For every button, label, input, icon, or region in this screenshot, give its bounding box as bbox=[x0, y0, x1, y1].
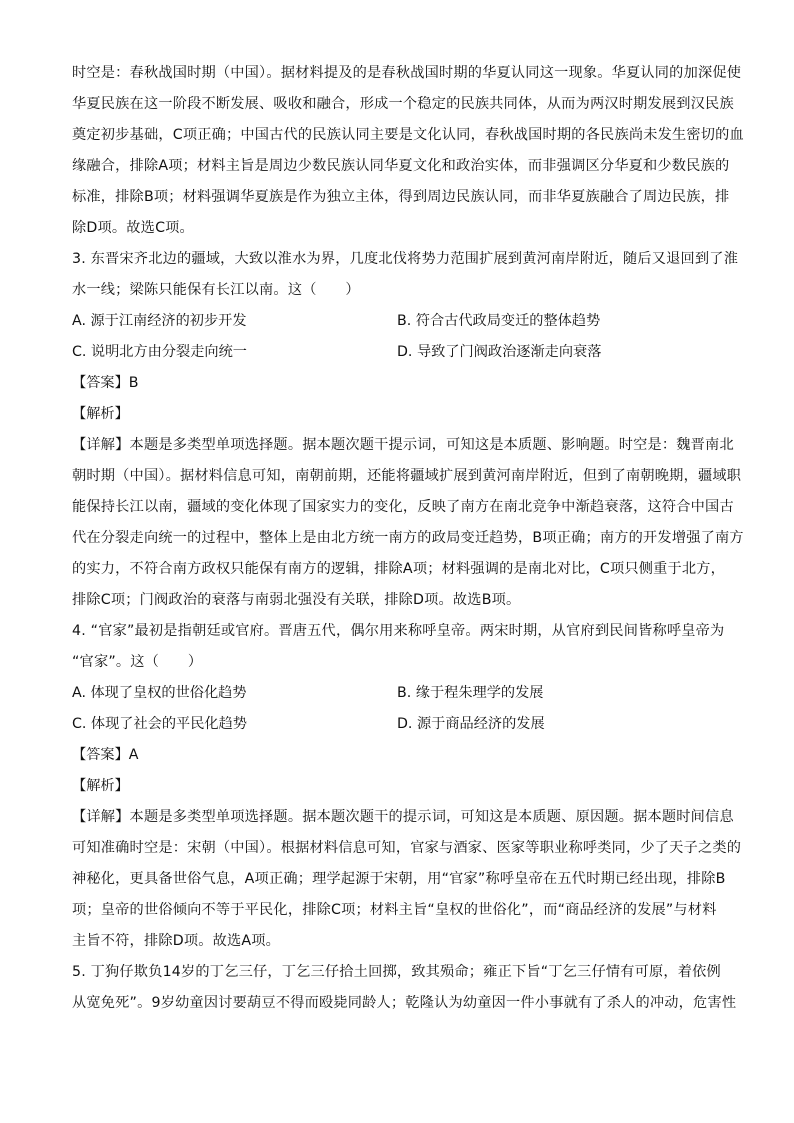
analysis-label: 【解析】 bbox=[72, 778, 129, 794]
detail-line: 能保持长江以南，疆域的变化体现了国家实力的变化，反映了南方在南北竞争中渐趋衰落，这符合中国古 bbox=[72, 499, 734, 515]
option-c: C. 体现了社会的平民化趋势 bbox=[72, 716, 247, 732]
option-c: C. 说明北方由分裂走向统一 bbox=[72, 344, 247, 360]
option-b: B. 符合古代政局变迁的整体趋势 bbox=[397, 313, 601, 329]
options-row bbox=[72, 678, 724, 709]
detail-line: 【详解】本题是多类型单项选择题。据本题次题干提示词，可知这是本质题、影响题。时空是：魏晋南北 bbox=[72, 437, 734, 453]
analysis-label: 【解析】 bbox=[72, 406, 129, 422]
question-stem: 从宽免死”。9岁幼童因讨要葫豆不得而殴毙同龄人；乾隆认为幼童因一件小事就有了杀人的冲动，危害性 bbox=[72, 995, 737, 1011]
answer-label: 【答案】B bbox=[72, 375, 139, 391]
detail-line: 排除C项；门阀政治的衰落与南弱北强没有关联，排除D项。故选B项。 bbox=[72, 592, 521, 608]
option-d: D. 导致了门阀政治逐渐走向衰落 bbox=[397, 344, 602, 360]
text-line: 标准，排除B项；材料强调华夏族是作为独立主体，得到周边民族认同，而非华夏族融合了周边民族，排 bbox=[72, 189, 730, 205]
document-page bbox=[72, 58, 744, 1019]
option-d: D. 源于商品经济的发展 bbox=[397, 716, 545, 732]
detail-line: 主旨不符，排除D项。故选A项。 bbox=[72, 933, 281, 949]
options-row bbox=[72, 306, 724, 337]
question-2-analysis-tail bbox=[72, 58, 744, 244]
options-row bbox=[72, 709, 724, 740]
text-line: 华夏民族在这一阶段不断发展、吸收和融合，形成一个稳定的民族共同体，从而为两汉时期发展到汉民族 bbox=[72, 96, 734, 112]
question-3 bbox=[72, 244, 744, 616]
detail-line: 的实力，不符合南方政权只能保有南方的逻辑，排除A项；材料强调的是南北对比，C项只侧重于北方， bbox=[72, 561, 726, 577]
answer-label: 【答案】A bbox=[72, 747, 139, 763]
option-a: A. 源于江南经济的初步开发 bbox=[72, 313, 247, 329]
detail-line: 神秘化，更具备世俗气息，A项正确；理学起源于宋朝，用“官家”称呼皇帝在五代时期已经出现，排除B bbox=[72, 871, 726, 887]
detail-line: 项；皇帝的世俗倾向不等于平民化，排除C项；材料主旨“皇权的世俗化”，而“商品经济的发展”与材料 bbox=[72, 902, 717, 918]
question-4 bbox=[72, 616, 742, 957]
detail-line: 可知准确时空是：宋朝（中国）。根据材料信息可知，官家与酒家、医家等职业称呼类同，少了天子之类的 bbox=[72, 840, 742, 856]
question-stem: 3. 东晋宋齐北边的疆域，大致以淮水为界，几度北伐将势力范围扩展到黄河南岸附近，随后又退回到了淮 bbox=[72, 251, 739, 267]
text-line: 缘融合，排除A项；材料主旨是周边少数民族认同华夏文化和政治实体，而非强调区分华夏和少数民族的 bbox=[72, 158, 730, 174]
question-stem: 4. “官家”最初是指朝廷或官府。晋唐五代，偶尔用来称呼皇帝。两宋时期，从官府到民间皆称呼皇帝为 bbox=[72, 623, 725, 639]
detail-line: 代在分裂走向统一的过程中，整体上是由北方统一南方的政局变迁趋势，B项正确；南方的开发增强了南方 bbox=[72, 530, 744, 546]
detail-line: 【详解】本题是多类型单项选择题。据本题次题干的提示词，可知这是本质题、原因题。据本题时间信息 bbox=[72, 809, 734, 825]
question-5 bbox=[72, 957, 737, 1019]
option-a: A. 体现了皇权的世俗化趋势 bbox=[72, 685, 247, 701]
question-stem: 水一线；梁陈只能保有长江以南。这（ ） bbox=[72, 282, 360, 298]
detail-line: 朝时期（中国）。据材料信息可知，南朝前期，还能将疆域扩展到黄河南岸附近，但到了南朝晚期，疆域职 bbox=[72, 468, 742, 484]
options-row bbox=[72, 337, 724, 368]
question-stem: “官家”。这（ ） bbox=[72, 654, 203, 670]
text-line: 时空是：春秋战国时期（中国）。据材料提及的是春秋战国时期的华夏认同这一现象。华夏认同的加深促使 bbox=[72, 65, 742, 81]
question-stem: 5. 丁狗仔欺负14岁的丁乞三仔，丁乞三仔拾土回掷，致其殒命；雍正下旨“丁乞三仔情有可原，着依例 bbox=[72, 964, 721, 980]
text-line: 奠定初步基础，C项正确；中国古代的民族认同主要是文化认同，春秋战国时期的各民族尚未发生密切的血 bbox=[72, 127, 744, 143]
option-b: B. 缘于程朱理学的发展 bbox=[397, 685, 544, 701]
text-line: 除D项。故选C项。 bbox=[72, 220, 194, 236]
